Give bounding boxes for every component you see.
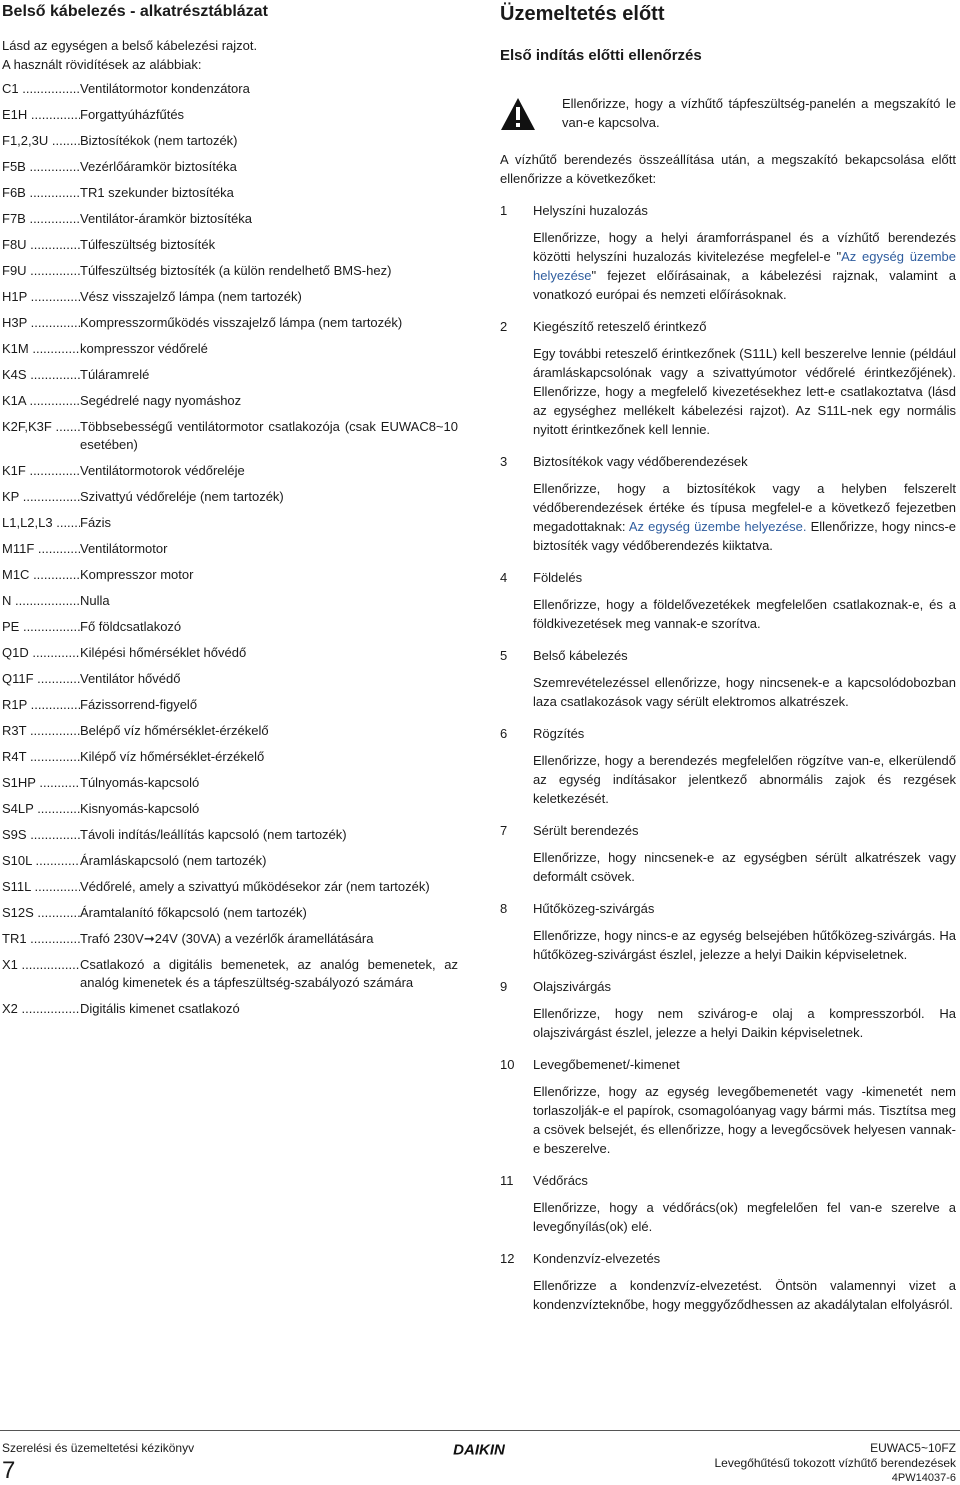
- section-reference-link[interactable]: Az egység üzembe helyezése.: [628, 519, 807, 534]
- abbreviation-row: [2, 236, 458, 254]
- abbreviation-code: C1 .....: [2, 80, 80, 98]
- abbreviation-code: F6B .....: [2, 184, 80, 202]
- check-number: 1: [500, 203, 508, 218]
- footer-model: EUWAC5~10FZ: [870, 1441, 956, 1455]
- check-item: [500, 318, 956, 439]
- abbreviation-row: [2, 314, 458, 332]
- abbreviation-description: Segédrelé nagy nyomáshoz: [80, 393, 242, 408]
- abbreviation-code: L1,L2,L3 .....: [2, 514, 80, 532]
- check-number: 8: [500, 901, 508, 916]
- check-body-text-continued: Ellenőrizze, hogy nincs-e biztosíték vagy védőberendezés kiiktatva.: [533, 519, 956, 553]
- footer-manual-title: Szerelési és üzemeltetési kézikönyv: [2, 1441, 195, 1455]
- abbreviation-code: E1H .....: [2, 106, 80, 124]
- check-body-text: Szemrevételezéssel ellenőrizze, hogy nincsenek-e a kapcsolódobozban laza csatlakozások vagy sérült elektromos alkatrészek.: [533, 675, 956, 709]
- check-heading: [500, 202, 956, 220]
- abbreviation-description: Kompresszorműködés visszajelző lámpa (nem tartozék): [80, 315, 403, 330]
- abbreviation-description: Kisnyomás-kapcsoló: [80, 801, 200, 816]
- abbreviation-description: Kilépő víz hőmérséklet-érzékelő: [80, 749, 265, 764]
- check-body: [533, 1004, 956, 1042]
- check-title: Kiegészítő reteszelő érintkező: [533, 319, 707, 334]
- abbreviation-description: Szivattyú védőreléje (nem tartozék): [80, 489, 284, 504]
- abbreviation-row: [2, 878, 458, 896]
- abbreviation-description: Nulla: [80, 593, 110, 608]
- abbreviation-description: Többsebességű ventilátormotor csatlakozója (csak EUWAC8~10 esetében): [80, 419, 458, 452]
- check-body-text: Ellenőrizze, hogy a berendezés megfelelően rögzítve van-e, elkerülendő az egység indításakor jelentkező abnormális zajok és rezgések keletkezését.: [533, 753, 956, 806]
- abbreviation-row: [2, 592, 458, 610]
- abbreviation-description: Ventilátor hővédő: [80, 671, 181, 686]
- check-title: Levegőbemenet/-kimenet: [533, 1057, 680, 1072]
- abbreviation-description: Fő földcsatlakozó: [80, 619, 182, 634]
- check-number: 3: [500, 454, 508, 469]
- check-title: Olajszivárgás: [533, 979, 612, 994]
- abbreviation-description: Trafó 230V➞24V (30VA) a vezérlők áramellátására: [80, 931, 374, 946]
- abbreviation-code: M11F .....: [2, 540, 80, 558]
- check-body-text: Ellenőrizze, hogy a helyi áramforráspanel és a vízhűtő berendezés közötti helyszíni huzalozás kivitelezése megfelel-e ": [533, 230, 956, 264]
- abbreviation-description: Forgattyúházfűtés: [80, 107, 185, 122]
- abbreviation-code: R4T .....: [2, 748, 80, 766]
- abbreviation-code: H1P .....: [2, 288, 80, 306]
- check-title: Helyszíni huzalozás: [533, 203, 648, 218]
- abbreviation-code: K1A .....: [2, 392, 80, 410]
- abbreviation-row: [2, 488, 458, 506]
- check-body: [533, 848, 956, 886]
- check-body: [533, 926, 956, 964]
- check-title: Rögzítés: [533, 726, 585, 741]
- abbreviation-description: Túlfeszültség biztosíték: [80, 237, 216, 252]
- check-body: [533, 595, 956, 633]
- abbreviation-description: Ventilátormotor kondenzátora: [80, 81, 250, 96]
- section-reference-link[interactable]: Az egység üzembe helyezése: [533, 249, 956, 283]
- abbreviation-code: F8U .....: [2, 236, 80, 254]
- abbreviation-row: [2, 904, 458, 922]
- check-number: 6: [500, 726, 508, 741]
- abbreviation-row: [2, 80, 458, 98]
- abbreviation-row: [2, 1000, 458, 1018]
- abbreviation-code: H3P .....: [2, 314, 80, 332]
- abbreviation-code: S1HP .....: [2, 774, 80, 792]
- abbreviation-code: N .....: [2, 592, 80, 610]
- abbreviation-code: K4S .....: [2, 366, 80, 384]
- abbreviation-code: Q11F .....: [2, 670, 80, 688]
- check-body-text: Ellenőrizze, hogy az egység levegőbemenetét vagy -kimenetét nem torlaszolják-e el papírok, csomagolóanyag vagy bármi más. Tisztítsa meg a csövek belsejét, és ellenőrizze, hogy a levegőcsövek helyesen vannak-e beszerelve.: [533, 1084, 956, 1156]
- footer-left: [2, 1441, 194, 1484]
- abbreviation-row: [2, 722, 458, 740]
- check-item: [500, 1056, 956, 1158]
- check-item: [500, 202, 956, 304]
- abbreviation-list: [2, 80, 458, 1018]
- check-body: [533, 1198, 956, 1236]
- abbreviation-row: [2, 462, 458, 480]
- footer-doc-code: 4PW14037-6: [891, 1472, 956, 1484]
- check-item: [500, 1250, 956, 1314]
- wiring-intro-line1: Lásd az egységen a belső kábelezési rajzot.: [2, 38, 258, 53]
- abbreviation-code: S9S .....: [2, 826, 80, 844]
- abbreviation-description: Túlnyomás-kapcsoló: [80, 775, 200, 790]
- abbreviation-description: Áramtalanító főkapcsoló (nem tartozék): [80, 905, 307, 920]
- check-item: [500, 647, 956, 711]
- abbreviation-description: Fázis: [80, 515, 112, 530]
- daikin-logo-icon: [441, 1441, 517, 1457]
- check-body: [533, 751, 956, 808]
- abbreviation-description: Távoli indítás/leállítás kapcsoló (nem tartozék): [80, 827, 347, 842]
- abbreviation-code: K2F,K3F .....: [2, 418, 80, 454]
- check-body: [533, 1276, 956, 1314]
- check-title: Földelés: [533, 570, 583, 585]
- abbreviation-description: Áramláskapcsoló (nem tartozék): [80, 853, 267, 868]
- subsection-title-first-start: Első indítás előtti ellenőrzés: [500, 47, 702, 64]
- abbreviation-code: X2 .....: [2, 1000, 80, 1018]
- abbreviation-row: [2, 366, 458, 384]
- abbreviation-code: S11L .....: [2, 878, 80, 896]
- abbreviation-row: [2, 418, 458, 454]
- abbreviation-description: Ventilátor-áramkör biztosítéka: [80, 211, 252, 226]
- abbreviation-row: [2, 956, 458, 992]
- check-heading: [500, 1172, 956, 1190]
- check-item: [500, 900, 956, 964]
- abbreviation-description: TR1 szekunder biztosítéka: [80, 185, 234, 200]
- abbreviation-row: [2, 210, 458, 228]
- abbreviation-description: Vezérlőáramkör biztosítéka: [80, 159, 237, 174]
- checks-intro: A vízhűtő berendezés összeállítása után, a megszakító bekapcsolása előtt ellenőrizze a következőket:: [500, 152, 956, 186]
- check-title: Belső kábelezés: [533, 648, 628, 663]
- check-body: [533, 479, 956, 555]
- check-body-text: Ellenőrizze, hogy nincs-e az egység belsejében hűtőközeg-szivárgás. Ha hűtőközeg-szivárgást észlel, jelezze a helyi Daikin képviseletnek.: [533, 928, 956, 962]
- check-heading: [500, 900, 956, 918]
- check-number: 9: [500, 979, 508, 994]
- abbreviation-row: [2, 158, 458, 176]
- warning-triangle-icon: [500, 96, 536, 132]
- abbreviation-description: Ventilátormotorok védőreléje: [80, 463, 245, 478]
- abbreviation-row: [2, 566, 458, 584]
- check-item: [500, 725, 956, 808]
- check-body-text: Ellenőrizze a kondenzvíz-elvezetést. Öntsön valamennyi vizet a kondenzvízteknőbe, hogy meggyőződhessen az akadálytalan elfolyásról.: [533, 1278, 956, 1312]
- abbreviation-code: R3T .....: [2, 722, 80, 740]
- check-title: Védőrács: [533, 1173, 588, 1188]
- check-title: Kondenzvíz-elvezetés: [533, 1251, 661, 1266]
- check-body-text: Ellenőrizze, hogy nincsenek-e az egységben sérült alkatrészek vagy deformált csövek.: [533, 850, 956, 884]
- abbreviation-code: KP .....: [2, 488, 80, 506]
- abbreviation-description: Ventilátormotor: [80, 541, 168, 556]
- abbreviation-code: S4LP .....: [2, 800, 80, 818]
- abbreviation-row: [2, 514, 458, 532]
- check-list: [500, 202, 956, 1314]
- abbreviation-row: [2, 392, 458, 410]
- abbreviation-description: Digitális kimenet csatlakozó: [80, 1001, 240, 1016]
- abbreviation-row: [2, 774, 458, 792]
- abbreviation-description: Biztosítékok (nem tartozék): [80, 133, 238, 148]
- abbreviation-row: [2, 748, 458, 766]
- abbreviation-code: S10L .....: [2, 852, 80, 870]
- abbreviation-code: F1,2,3U .....: [2, 132, 80, 150]
- abbreviation-row: [2, 670, 458, 688]
- check-number: 11: [500, 1173, 514, 1188]
- abbreviation-description: Fázissorrend-figyelő: [80, 697, 198, 712]
- check-item: [500, 822, 956, 886]
- check-heading: [500, 1056, 956, 1074]
- check-body-text: Ellenőrizze, hogy a biztosítékok vagy a helyben felszerelt védőberendezések értéke és típusa megfelel-e a következő fejezetben megadottaknak:: [533, 481, 956, 534]
- abbreviation-description: Túláramrelé: [80, 367, 150, 382]
- abbreviation-code: R1P .....: [2, 696, 80, 714]
- abbreviation-row: [2, 696, 458, 714]
- abbreviation-code: F5B .....: [2, 158, 80, 176]
- logo-text: DAIKIN: [453, 1441, 505, 1457]
- abbreviation-row: [2, 106, 458, 124]
- warning-text: Ellenőrizze, hogy a vízhűtő tápfeszültség-panelén a megszakító le van-e kapcsolva.: [562, 96, 956, 130]
- check-item: [500, 978, 956, 1042]
- wiring-intro: [2, 36, 458, 74]
- abbreviation-row: [2, 826, 458, 844]
- check-title: Biztosítékok vagy védőberendezések: [533, 454, 748, 469]
- check-number: 7: [500, 823, 508, 838]
- check-body-text: Egy további reteszelő érintkezőnek (S11L) kell beszerelve lennie (például áramláskapcsolónak vagy a szivattyúmotor védőrelé érintkezőjének). Ellenőrizze, hogy a megfelelő kivezetésekhez lett-e csatlakoztatva (lásd az egységhez mellékelt kábelezési rajzot). Az S11L-nek egy normális nyitott érintkezőnek kell lennie.: [533, 346, 956, 437]
- abbreviation-code: Q1D .....: [2, 644, 80, 662]
- abbreviation-description: Kilépési hőmérséklet hővédő: [80, 645, 247, 660]
- check-number: 4: [500, 570, 508, 585]
- right-column: [500, 0, 956, 1328]
- check-item: [500, 569, 956, 633]
- abbreviation-row: [2, 930, 458, 948]
- abbreviation-row: [2, 132, 458, 150]
- check-heading: [500, 453, 956, 471]
- footer-divider: [0, 1430, 960, 1431]
- warning-box: [500, 94, 956, 132]
- abbreviation-code: TR1 .....: [2, 930, 80, 948]
- abbreviation-code: S12S .....: [2, 904, 80, 922]
- check-heading: [500, 725, 956, 743]
- check-heading: [500, 647, 956, 665]
- abbreviation-row: [2, 644, 458, 662]
- abbreviation-row: [2, 618, 458, 636]
- abbreviation-row: [2, 184, 458, 202]
- abbreviation-code: K1F .....: [2, 462, 80, 480]
- check-number: 5: [500, 648, 508, 663]
- check-number: 2: [500, 319, 508, 334]
- abbreviation-description: Túlfeszültség biztosíték (a külön rendelhető BMS-hez): [80, 263, 392, 278]
- abbreviation-code: PE .....: [2, 618, 80, 636]
- abbreviation-description: Védőrelé, amely a szivattyú működésekor zár (nem tartozék): [80, 879, 430, 894]
- abbreviation-description: Kompresszor motor: [80, 567, 194, 582]
- check-body: [533, 673, 956, 711]
- abbreviation-description: Belépő víz hőmérséklet-érzékelő: [80, 723, 269, 738]
- abbreviation-row: [2, 288, 458, 306]
- abbreviation-code: F9U .....: [2, 262, 80, 280]
- check-body-text-continued: " fejezet előírásainak, a kábelezési rajznak, valamint a vonatkozó európai és nemzeti előírásoknak.: [533, 268, 956, 302]
- check-body-text: Ellenőrizze, hogy a védőrács(ok) megfelelően fel van-e szerelve a levegőnyílás(ok) elé.: [533, 1200, 956, 1234]
- check-title: Hűtőközeg-szivárgás: [533, 901, 655, 916]
- check-title: Sérült berendezés: [533, 823, 639, 838]
- abbreviation-code: X1 .....: [2, 956, 80, 992]
- abbreviation-description: kompresszor védőrelé: [80, 341, 208, 356]
- check-body: [533, 1082, 956, 1158]
- check-heading: [500, 318, 956, 336]
- check-number: 12: [500, 1251, 515, 1266]
- abbreviation-row: [2, 800, 458, 818]
- abbreviation-code: F7B .....: [2, 210, 80, 228]
- abbreviation-row: [2, 340, 458, 358]
- section-title-operation: Üzemeltetés előtt: [500, 3, 665, 25]
- abbreviation-description: Vész visszajelző lámpa (nem tartozék): [80, 289, 302, 304]
- abbreviation-description: Csatlakozó a digitális bemenetek, az analóg bemenetek, az analóg kimenetek és a tápfeszültség-szabályozó számára: [80, 957, 458, 990]
- abbreviation-code: K1M .....: [2, 340, 80, 358]
- abbreviation-row: [2, 540, 458, 558]
- footer-description: Levegőhűtésű tokozott vízhűtő berendezések: [714, 1456, 956, 1470]
- abbreviation-row: [2, 852, 458, 870]
- footer-right: [715, 1441, 957, 1485]
- check-heading: [500, 1250, 956, 1268]
- check-heading: [500, 978, 956, 996]
- left-column: [2, 0, 458, 1026]
- check-item: [500, 1172, 956, 1236]
- wiring-intro-line2: A használt rövidítések az alábbiak:: [2, 57, 202, 72]
- page-number: 7: [2, 1457, 16, 1484]
- check-number: 10: [500, 1057, 515, 1072]
- section-title-wiring: Belső kábelezés - alkatrésztáblázat: [2, 3, 268, 20]
- check-body-text: Ellenőrizze, hogy nem szivárog-e olaj a kompresszorból. Ha olajszivárgást észlel, jelezze a helyi Daikin képviseletnek.: [533, 1006, 956, 1040]
- check-body: [533, 344, 956, 439]
- check-body-text: Ellenőrizze, hogy a földelővezetékek megfelelően csatlakoznak-e, és a földkivezetések meg vannak-e szorítva.: [533, 597, 956, 631]
- abbreviation-code: M1C .....: [2, 566, 80, 584]
- check-heading: [500, 822, 956, 840]
- check-body: [533, 228, 956, 304]
- check-heading: [500, 569, 956, 587]
- abbreviation-row: [2, 262, 458, 280]
- check-item: [500, 453, 956, 555]
